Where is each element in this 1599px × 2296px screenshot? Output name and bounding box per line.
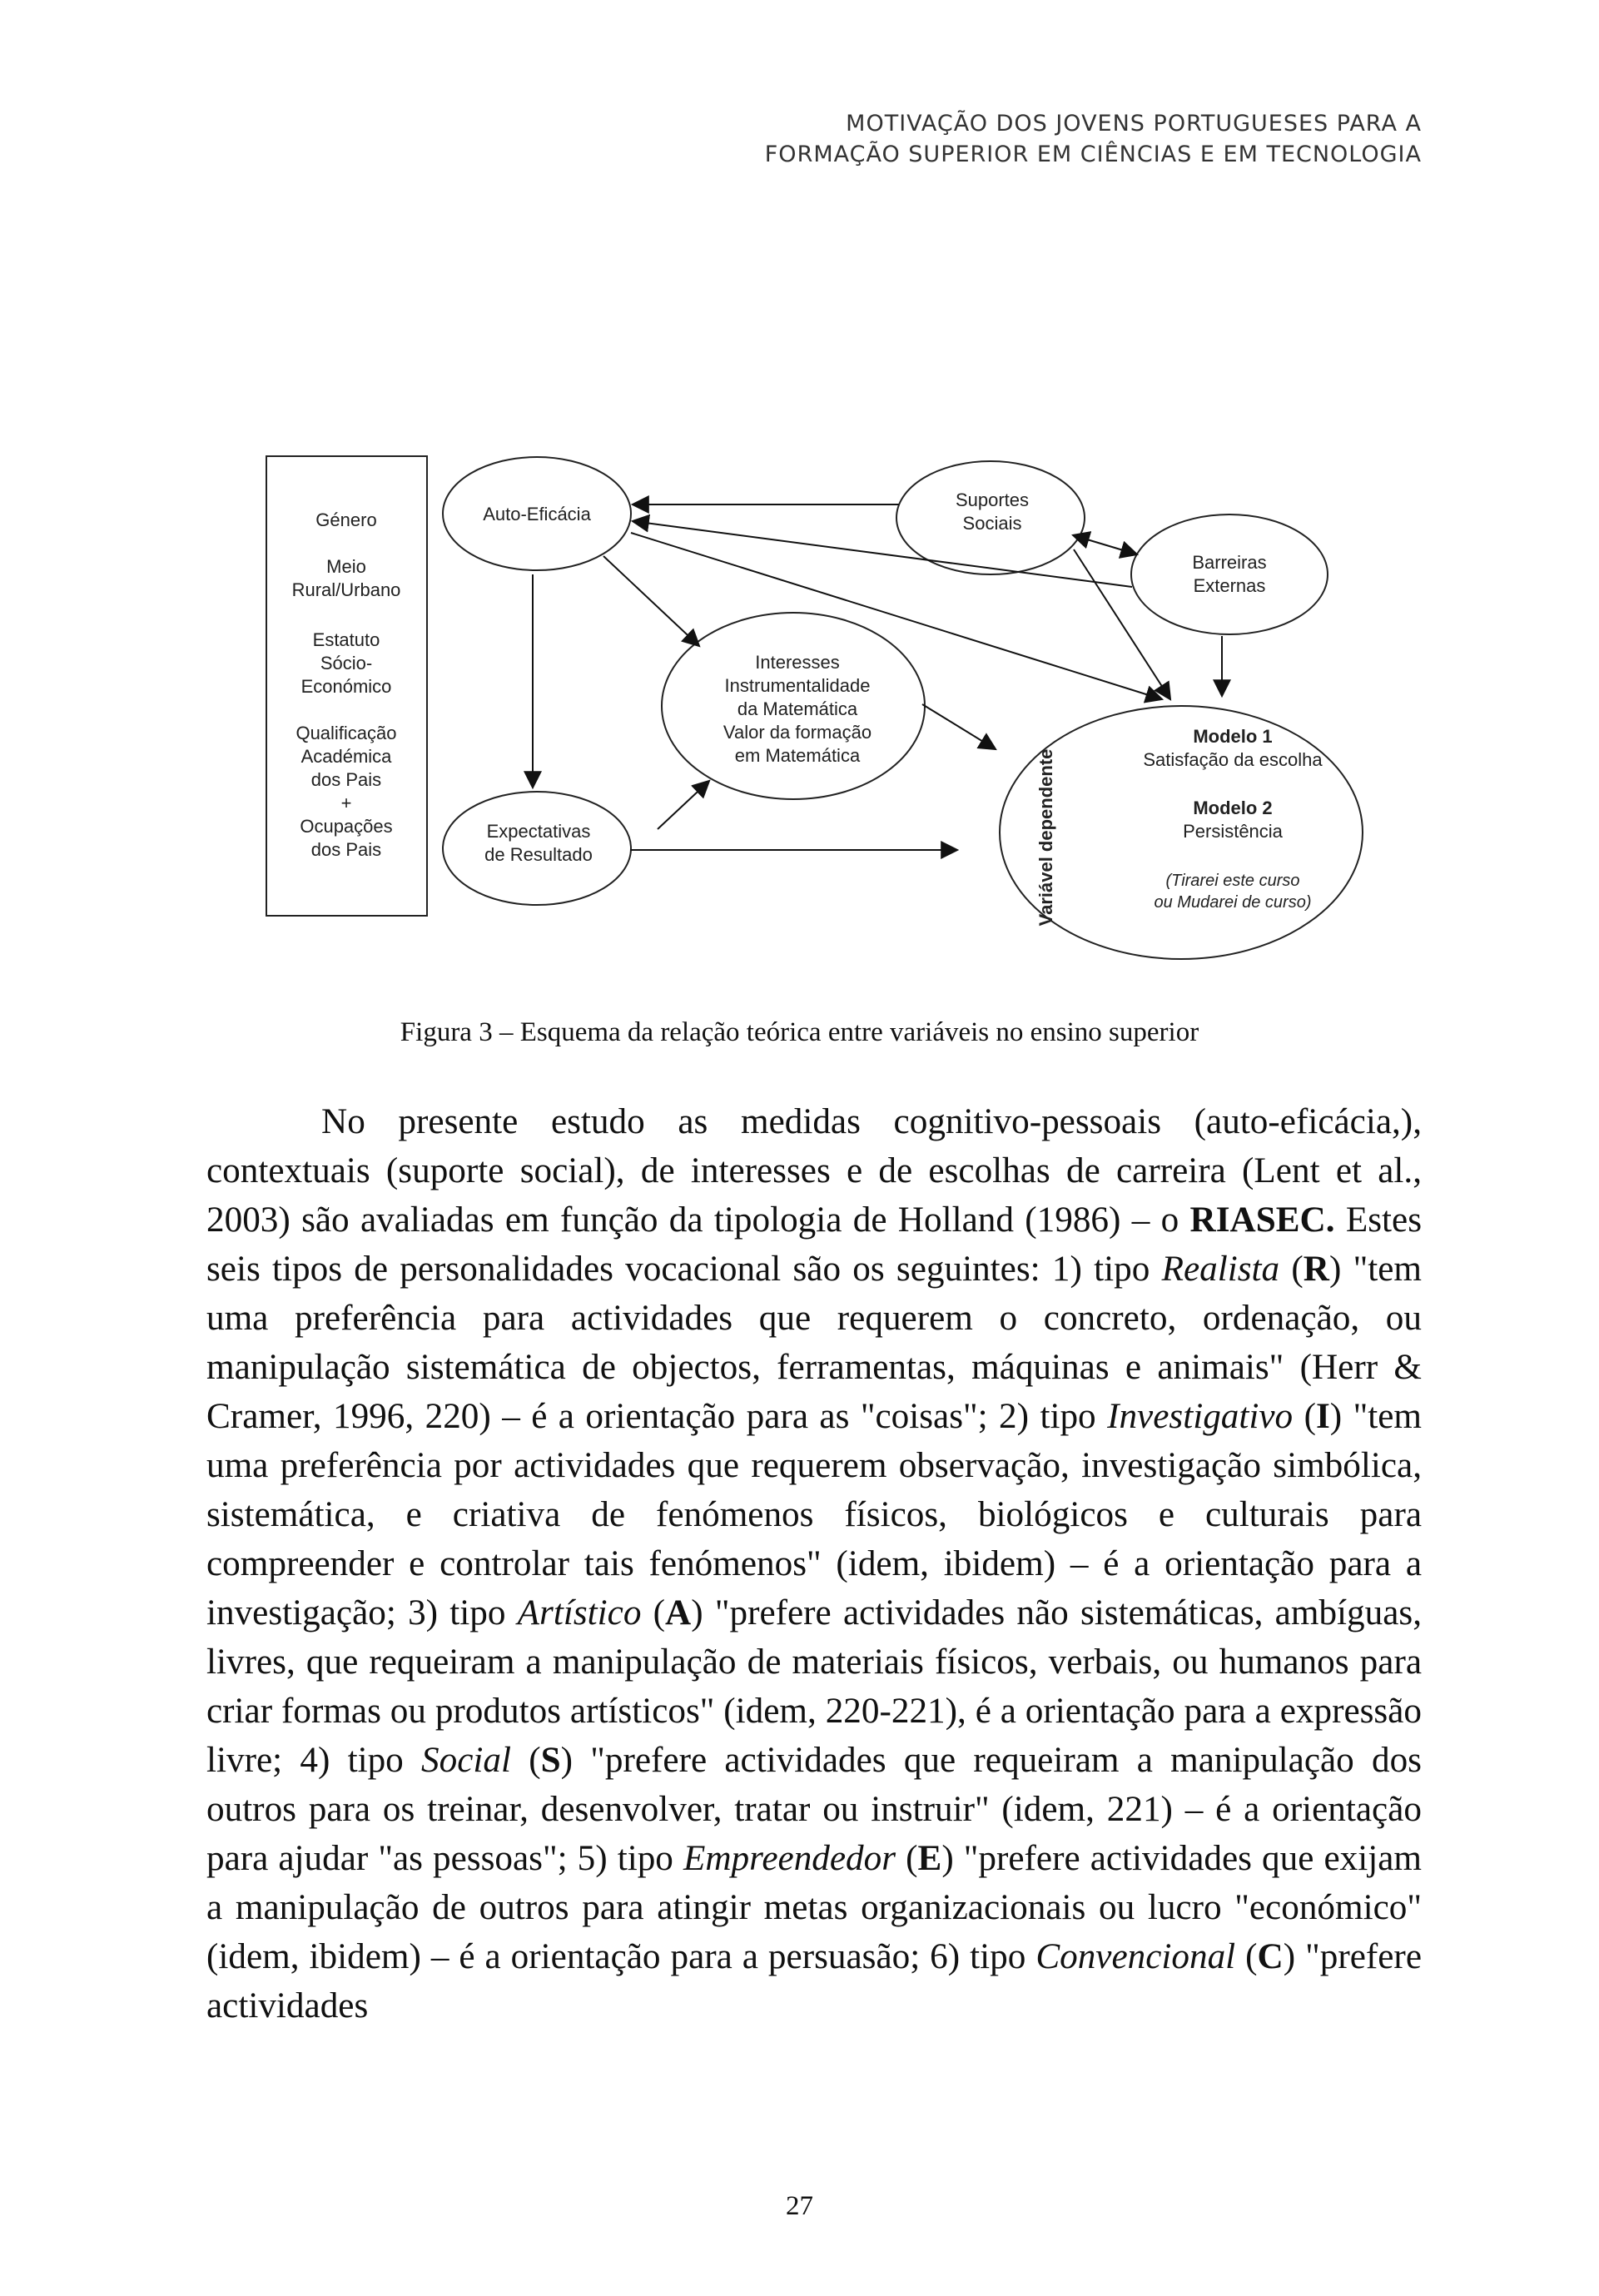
estatuto-label-3: Económico [300, 676, 392, 697]
body-text-segment: ( [1279, 1250, 1304, 1289]
body-text-segment: ( [641, 1593, 666, 1633]
interesses-label-5: em Matemática [734, 745, 861, 766]
arrow-autoeficacia-interesses [603, 556, 699, 646]
meio-label: Meio [326, 556, 366, 577]
interesses-label-4: Valor da formação [723, 722, 872, 743]
page-number: 27 [786, 2191, 813, 2221]
arrow-suportes-barreiras [1087, 539, 1137, 554]
suportes-label: Suportes [955, 490, 1030, 510]
type-letter-i: I [1315, 1397, 1330, 1436]
note-text: (Tirarei este curso [1165, 872, 1300, 890]
barreiras-node [1131, 514, 1328, 634]
type-letter-r: R [1303, 1250, 1329, 1289]
arrow-autoeficacia-dependent [631, 533, 1162, 699]
type-letter-c: C [1257, 1937, 1284, 1976]
estatuto-label-2: Sócio- [320, 653, 373, 673]
interesses-label-3: da Matemática [737, 698, 858, 719]
dependent-variable-label: Variável dependente [1035, 748, 1056, 927]
expectativas-label-2: de Resultado [484, 844, 593, 865]
type-empreendedor: Empreendedor [683, 1839, 896, 1878]
qualificacao-label-2: Académica [300, 746, 392, 767]
genero-label: Género [315, 509, 377, 530]
type-letter-s: S [540, 1741, 561, 1780]
running-header-line-2: FORMAÇÃO SUPERIOR EM CIÊNCIAS E EM TECNOLOGIA [764, 142, 1422, 167]
body-text [206, 1097, 1422, 2030]
modelo2-text: Persistência [1183, 821, 1283, 842]
interesses-label-2: Instrumentalidade [724, 675, 871, 696]
barreiras-label: Barreiras [1192, 552, 1267, 573]
ocupacoes-label: Ocupações [300, 816, 393, 837]
background-variables [292, 509, 401, 860]
riasec-term: RIASEC. [1189, 1200, 1335, 1240]
body-text-segment: ( [896, 1839, 918, 1878]
note-text-2: ou Mudarei de curso) [1154, 893, 1312, 912]
type-letter-a: A [665, 1593, 692, 1633]
interesses-label: Interesses [755, 652, 840, 673]
ocupacoes-label-2: dos Pais [310, 839, 382, 860]
arrow-barreiras-autoeficacia [633, 521, 1132, 587]
type-social: Social [421, 1741, 511, 1780]
arrow-interesses-dependent [922, 704, 996, 749]
body-text-segment: ) "tem uma preferência por actividades que requerem observação, investigação simbólica, sistemática, e criativa de fenómenos físicos, biológicos e culturais para compreender e controlar tais fenómenos" (idem, ibidem) – é a orientação para a investigação; 3) tipo [206, 1397, 1422, 1633]
estatuto-label: Estatuto [312, 629, 380, 650]
theory-diagram [0, 0, 1599, 999]
body-text-segment: ) "prefere actividades [206, 1937, 1422, 2025]
type-letter-e: E [917, 1839, 942, 1878]
modelo1-title: Modelo 1 [1193, 726, 1273, 747]
plus-label: + [340, 793, 352, 813]
body-text-segment: Estes seis tipos de personalidades vocacional são os seguintes: 1) tipo [206, 1200, 1423, 1289]
body-text-segment: ( [1293, 1397, 1316, 1436]
body-text-segment: ) "prefere actividades não sistemáticas, ambíguas, livres, que requeiram a manipulação de materiais físicos, verbais, ou humanos para criar formas ou produtos artísticos" (idem, 220-221), é a orientação para a expressão livre; 4) tipo [206, 1593, 1423, 1780]
expectativas-label: Expectativas [486, 821, 591, 842]
figure-caption: Figura 3 – Esquema da relação teórica entre variáveis no ensino superior [400, 1017, 1199, 1047]
body-paragraph [206, 1097, 1422, 2030]
qualificacao-label-3: dos Pais [310, 769, 382, 790]
barreiras-label-2: Externas [1193, 575, 1266, 596]
body-text-segment: ) "prefere actividades que requeiram a manipulação dos outros para os treinar, desenvolver, tratar ou instruir" (idem, 221) – é a orientação para ajudar "as pessoas"; 5) tipo [206, 1741, 1422, 1878]
modelo1-text: Satisfação da escolha [1143, 749, 1323, 770]
body-text-segment: ) "tem uma preferência para actividades que requerem o concreto, ordenação, ou manipulação sistemática de objectos, ferramentas, máquinas e animais" (Herr & Cramer, 1996, 220) – é a orientação para as "coisas"; 2) tipo [206, 1250, 1422, 1436]
modelo2-title: Modelo 2 [1193, 798, 1273, 818]
body-text-segment: ( [510, 1741, 541, 1780]
qualificacao-label: Qualificação [295, 723, 397, 743]
body-text-segment: ) "prefere actividades que exijam a manipulação de outros para atingir metas organizacionais ou lucro "económico" (idem, ibidem) – é a orientação para a persuasão; 6) tipo [206, 1839, 1422, 1976]
meio-label-2: Rural/Urbano [291, 579, 401, 600]
suportes-label-2: Sociais [962, 513, 1022, 534]
running-header-line-1: MOTIVAÇÃO DOS JOVENS PORTUGUESES PARA A [846, 111, 1422, 137]
body-text-segment: ( [1235, 1937, 1258, 1976]
type-convencional: Convencional [1035, 1937, 1236, 1976]
auto-eficacia-label: Auto-Eficácia [483, 504, 591, 524]
body-text-segment: No presente estudo as medidas cognitivo-pessoais (auto-eficácia,), contextuais (suporte social), de interesses e de escolhas de carreira (Lent et al., 2003) são avaliadas em função da tipologia de Holland (1986) – o [206, 1102, 1422, 1240]
type-artistico: Artístico [517, 1593, 642, 1633]
arrow-expectativas-interesses [658, 781, 709, 829]
type-realista: Realista [1161, 1250, 1280, 1289]
type-investigativo: Investigativo [1107, 1397, 1294, 1436]
